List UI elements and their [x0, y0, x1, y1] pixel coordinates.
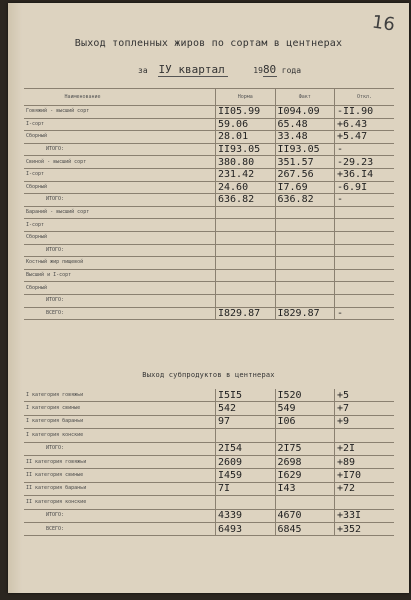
- year-prefix: 19: [253, 66, 263, 75]
- table-row: [24, 106, 394, 119]
- row-label: Свиной - высший сорт: [24, 156, 141, 169]
- table-row: [24, 257, 394, 270]
- row-label: Высший и I-сорт: [24, 269, 141, 282]
- table-cell: [141, 168, 216, 181]
- table-cell: [141, 156, 216, 169]
- table-cell: I094.09: [275, 106, 335, 119]
- table-cell: 6845: [275, 522, 335, 535]
- table-cell: [141, 496, 216, 509]
- table-cell: [141, 482, 216, 495]
- period-prefix: за: [138, 66, 148, 75]
- table-cell: 267.56: [275, 168, 335, 181]
- table-row: [24, 482, 394, 495]
- table-cell: [141, 294, 216, 307]
- table-cell: +72: [335, 482, 395, 495]
- table-cell: +352: [335, 522, 395, 535]
- row-label: Говяжий - высший сорт: [24, 106, 141, 119]
- table-cell: [216, 244, 276, 257]
- row-label: ИТОГО:: [24, 143, 141, 156]
- table-cell: [141, 106, 216, 119]
- row-label: I категория говяжьи: [24, 389, 141, 402]
- row-label: I категория конские: [24, 429, 141, 442]
- table-cell: [275, 269, 335, 282]
- table-cell: [275, 257, 335, 270]
- table-row: [24, 219, 394, 232]
- table-cell: 2609: [216, 455, 276, 468]
- table-cell: II93.05: [275, 143, 335, 156]
- table-cell: 97: [216, 415, 276, 428]
- table-cell: 24.60: [216, 181, 276, 194]
- row-label: ИТОГО:: [24, 294, 141, 307]
- table-cell: [141, 257, 216, 270]
- column-header: Норма: [216, 89, 276, 106]
- row-label: ИТОГО:: [24, 509, 141, 522]
- table-row: [24, 455, 394, 468]
- table-row: [24, 294, 394, 307]
- table-cell: I43: [275, 482, 335, 495]
- document-title: Выход топленных жиров по сортам в центнерах: [74, 38, 343, 49]
- column-header: Откл.: [335, 89, 395, 106]
- table-row: [24, 282, 394, 295]
- table-cell: -: [335, 143, 395, 156]
- table-cell: [216, 206, 276, 219]
- table-row: [24, 244, 394, 257]
- table-cell: 636.82: [275, 194, 335, 207]
- row-label: I категория свиные: [24, 402, 141, 415]
- table-row: [24, 389, 394, 402]
- column-header: Наименование: [24, 89, 141, 106]
- row-label: II категория бараньи: [24, 482, 141, 495]
- period-line: [138, 63, 301, 77]
- table-cell: I829.87: [275, 307, 335, 320]
- table-cell: +2I: [335, 442, 395, 455]
- table-cell: I829.87: [216, 307, 276, 320]
- table-cell: [335, 269, 395, 282]
- table-row: [24, 442, 394, 455]
- table-cell: I459: [216, 469, 276, 482]
- table-cell: +89: [335, 455, 395, 468]
- table-cell: [141, 415, 216, 428]
- table-cell: +5: [335, 389, 395, 402]
- row-label: Бараний - высший сорт: [24, 206, 141, 219]
- table-cell: [216, 294, 276, 307]
- table-cell: -6.9I: [335, 181, 395, 194]
- table-cell: [141, 181, 216, 194]
- table-cell: [141, 307, 216, 320]
- table-cell: [275, 496, 335, 509]
- table-cell: [141, 143, 216, 156]
- table-cell: [141, 402, 216, 415]
- row-label: II категория говяжьи: [24, 455, 141, 468]
- table-cell: [141, 429, 216, 442]
- row-label: ИТОГО:: [24, 194, 141, 207]
- table-cell: [216, 282, 276, 295]
- table-cell: [335, 429, 395, 442]
- row-label: II категория свиные: [24, 469, 141, 482]
- table-cell: [141, 118, 216, 131]
- table-header-row: [24, 89, 394, 106]
- column-header: [141, 89, 216, 106]
- table-cell: II93.05: [216, 143, 276, 156]
- table-cell: +9: [335, 415, 395, 428]
- row-label: ИТОГО:: [24, 442, 141, 455]
- table-cell: +5.47: [335, 131, 395, 144]
- table-cell: II05.99: [216, 106, 276, 119]
- table-cell: 28.01: [216, 131, 276, 144]
- table-cell: [275, 244, 335, 257]
- table-cell: I7.69: [275, 181, 335, 194]
- row-label: ИТОГО:: [24, 244, 141, 257]
- table-cell: [141, 231, 216, 244]
- table-row: [24, 231, 394, 244]
- table-row: [24, 206, 394, 219]
- table-cell: [275, 219, 335, 232]
- table-row: [24, 509, 394, 522]
- table-cell: 231.42: [216, 168, 276, 181]
- quarter-value: IУ квартал: [158, 63, 228, 77]
- table-row: [24, 307, 394, 320]
- year-value: 80: [262, 63, 277, 76]
- table-cell: 59.06: [216, 118, 276, 131]
- table-row: [24, 181, 394, 194]
- table-row: [24, 156, 394, 169]
- table-row: [24, 469, 394, 482]
- table-cell: 542: [216, 402, 276, 415]
- table-cell: [141, 442, 216, 455]
- table-row: [24, 194, 394, 207]
- table-cell: [141, 469, 216, 482]
- table-cell: [275, 282, 335, 295]
- table-cell: [216, 496, 276, 509]
- table-cell: +7: [335, 402, 395, 415]
- table-cell: -: [335, 307, 395, 320]
- table-cell: [141, 219, 216, 232]
- table-cell: 549: [275, 402, 335, 415]
- row-label: I-сорт: [24, 219, 141, 232]
- table-cell: 6493: [216, 522, 276, 535]
- row-label: Сборный: [24, 181, 141, 194]
- year-suffix: года: [281, 66, 302, 75]
- table-row: [24, 429, 394, 442]
- table-cell: 2I75: [275, 442, 335, 455]
- document-page: [8, 3, 409, 593]
- table-cell: [141, 206, 216, 219]
- table-cell: [141, 389, 216, 402]
- table-row: [24, 496, 394, 509]
- table-cell: [335, 257, 395, 270]
- table-cell: 2698: [275, 455, 335, 468]
- table-cell: 33.48: [275, 131, 335, 144]
- row-label: Костный жир пищевой: [24, 257, 141, 270]
- table-cell: [141, 269, 216, 282]
- table-cell: [141, 244, 216, 257]
- table-cell: [335, 496, 395, 509]
- row-label: I категория бараньи: [24, 415, 141, 428]
- table-cell: 380.80: [216, 156, 276, 169]
- table-row: [24, 118, 394, 131]
- table-row: [24, 269, 394, 282]
- row-label: Сборный: [24, 131, 141, 144]
- byproducts-title: Выход субпродуктов в центнерах: [142, 371, 275, 379]
- table-cell: 4339: [216, 509, 276, 522]
- row-label: I-сорт: [24, 118, 141, 131]
- table-cell: [335, 282, 395, 295]
- table-row: [24, 402, 394, 415]
- table-cell: -29.23: [335, 156, 395, 169]
- table-row: [24, 131, 394, 144]
- column-header: Факт: [275, 89, 335, 106]
- table-cell: [335, 244, 395, 257]
- table-cell: +I70: [335, 469, 395, 482]
- table-cell: 4670: [275, 509, 335, 522]
- table-cell: I5I5: [216, 389, 276, 402]
- table-cell: [141, 282, 216, 295]
- table-row: [24, 522, 394, 535]
- table-cell: I520: [275, 389, 335, 402]
- table-cell: [216, 257, 276, 270]
- table-cell: +6.43: [335, 118, 395, 131]
- fats-table: [24, 88, 394, 320]
- table-row: [24, 143, 394, 156]
- table-cell: I06: [275, 415, 335, 428]
- table-cell: 351.57: [275, 156, 335, 169]
- table-cell: [335, 206, 395, 219]
- table-cell: [335, 294, 395, 307]
- table-cell: [275, 429, 335, 442]
- table-cell: [216, 219, 276, 232]
- table-cell: [141, 455, 216, 468]
- table-cell: [275, 206, 335, 219]
- table-row: [24, 415, 394, 428]
- table-cell: [335, 231, 395, 244]
- table-row: [24, 168, 394, 181]
- byproducts-table: [24, 389, 394, 536]
- table-cell: [335, 219, 395, 232]
- table-cell: [141, 509, 216, 522]
- table-cell: +33I: [335, 509, 395, 522]
- table-cell: [216, 429, 276, 442]
- table-cell: 7I: [216, 482, 276, 495]
- row-label: Сборный: [24, 282, 141, 295]
- page-number: 16: [370, 11, 397, 36]
- table-cell: [216, 231, 276, 244]
- table-cell: -II.90: [335, 106, 395, 119]
- table-cell: 636.82: [216, 194, 276, 207]
- table-cell: I629: [275, 469, 335, 482]
- table-cell: -: [335, 194, 395, 207]
- table-cell: [275, 231, 335, 244]
- table-cell: [216, 269, 276, 282]
- table-cell: [275, 294, 335, 307]
- page-fold: [8, 3, 22, 593]
- table-cell: [141, 522, 216, 535]
- row-label: ВСЕГО:: [24, 522, 141, 535]
- row-label: Сборный: [24, 231, 141, 244]
- table-cell: 2I54: [216, 442, 276, 455]
- row-label: I-сорт: [24, 168, 141, 181]
- table-cell: 65.48: [275, 118, 335, 131]
- table-cell: [141, 194, 216, 207]
- table-cell: +36.I4: [335, 168, 395, 181]
- row-label: II категория конские: [24, 496, 141, 509]
- table-cell: [141, 131, 216, 144]
- row-label: ВСЕГО:: [24, 307, 141, 320]
